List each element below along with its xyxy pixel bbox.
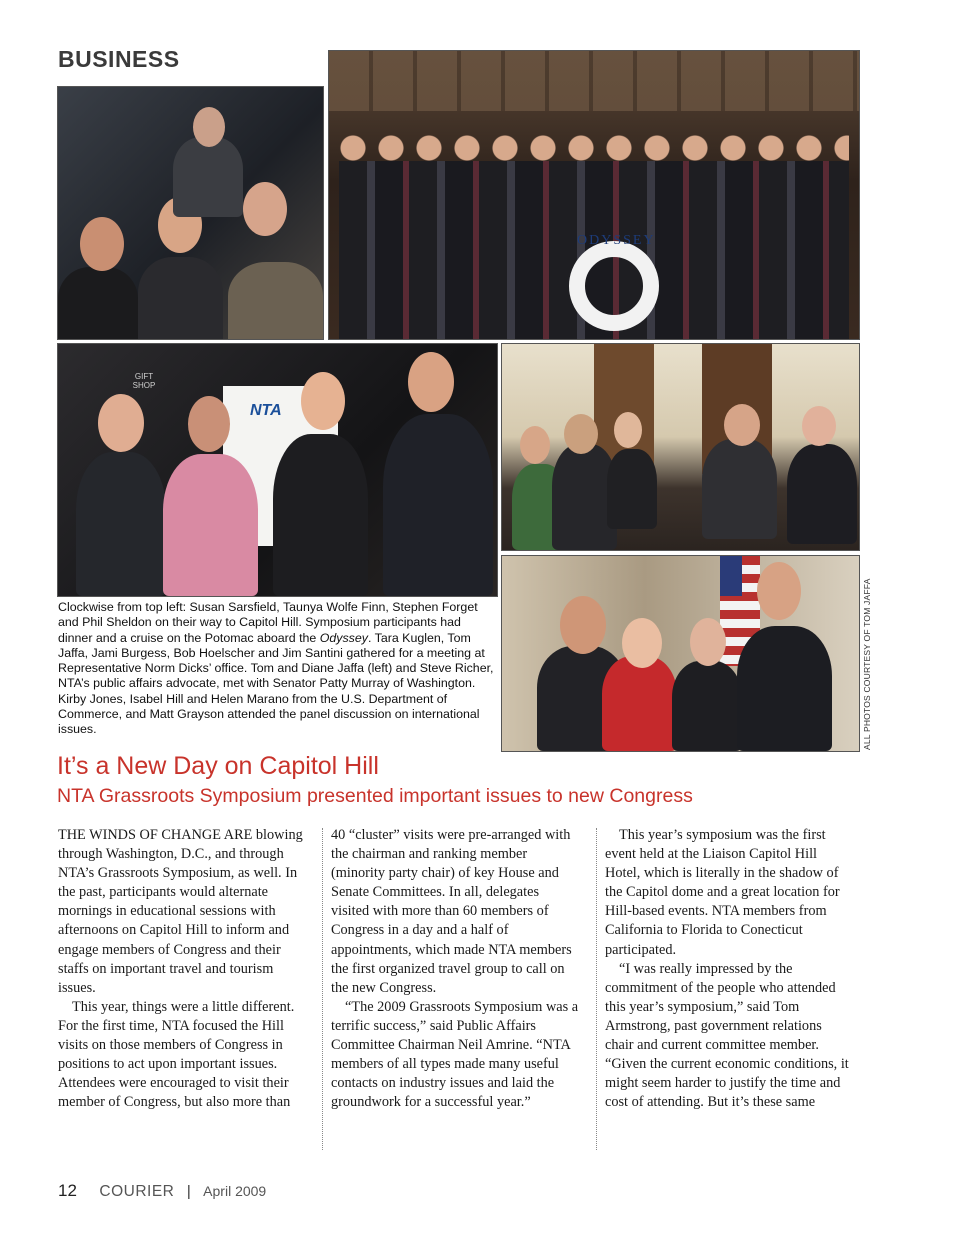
body-paragraph: “I was really impressed by the commitment of the people who attended this year’s symposium,” said Tom Armstrong, past government relations chair and current committee member. “Given the current economic conditions, it might seem harder to justify the time and cost of attending. But it’s these same <box>605 960 849 1111</box>
article-headline: It’s a New Day on Capitol Hill <box>57 752 379 780</box>
gift-shop-sign: GIFT SHOP <box>132 372 156 390</box>
issue-date: April 2009 <box>203 1183 267 1199</box>
body-column-2 <box>331 826 579 1112</box>
photo-credit: ALL PHOTOS COURTESY OF TOM JAFFA <box>862 578 872 750</box>
article-subhead: NTA Grassroots Symposium presented important issues to new Congress <box>57 785 693 807</box>
body-paragraph: THE WINDS OF CHANGE ARE blowing through Washington, D.C., and through NTA’s Grassroots Symposium, as well. In the past, participants would alternate mornings in educational sessions with afternoons on Capitol Hill to inform and engage members of Congress and their staffs on important travel and tourism issues. <box>58 827 303 996</box>
photo-office-meeting <box>501 343 860 551</box>
column-divider <box>322 828 323 1150</box>
body-paragraph: “The 2009 Grassroots Symposium was a terrific success,” said Public Affairs Committee Chairman Neil Amrine. “NTA members of all types made many useful contacts on industry issues and laid the groundwork for a successful year.” <box>331 998 579 1111</box>
photo-caption: Clockwise from top left: Susan Sarsfield, Taunya Wolfe Finn, Stephen Forget and Phil Sheldon on their way to Capitol Hill. Symposium participants had dinner and a cruise on the Potomac aboard the Odyssey. Tara Kuglen, Tom Jaffa, Jami Burgess, Bob Hoelscher and Jim Santini gathered for a meeting at Representative Norm Dicks’ office. Tom and Diane Jaffa (left) and Steve Richer, NTA’s public affairs advocate, met with Senator Patty Murray of Washington. Kirby Jones, Isabel Hill and Helen Marano from the U.S. Department of Commerce, and Matt Grayson attended the panel discussion on international issues. <box>58 600 494 737</box>
photo-senator-meeting <box>501 555 860 752</box>
body-paragraph: This year’s symposium was the first event held at the Liaison Capitol Hill Hotel, which is literally in the shadow of the Capitol dome and a great location for Hill-based events. NTA members from California to Florida to Conecticut participated. <box>605 827 840 958</box>
nta-logo: NTA <box>250 402 282 419</box>
photo-group-dinner <box>328 50 860 340</box>
column-divider <box>596 828 597 1150</box>
page-footer <box>58 1181 266 1201</box>
photo-bus-group <box>57 86 324 340</box>
page-number: 12 <box>58 1181 77 1200</box>
life-ring-text: ODYSSEY <box>577 233 656 248</box>
body-column-1 <box>58 826 306 1112</box>
body-paragraph: 40 “cluster” visits were pre-arranged with the chairman and ranking member (minority party chair) of key House and Senate Committees. In all, delegates visited with more than 60 members of Congress in a day and a half of appointments, which made NTA members the first organized travel group to call on the new Congress. <box>331 827 572 996</box>
footer-separator: | <box>186 1183 191 1200</box>
photo-nta-banner <box>57 343 498 597</box>
publication-name: COURIER <box>99 1183 175 1200</box>
section-label: BUSINESS <box>58 46 180 72</box>
life-ring <box>569 241 659 331</box>
body-column-3 <box>605 826 853 1112</box>
body-paragraph: This year, things were a little different. For the first time, NTA focused the Hill visits on those members of Congress in positions to act upon important issues. Attendees were encouraged to visit their member of Congress, but also more than <box>58 998 295 1111</box>
